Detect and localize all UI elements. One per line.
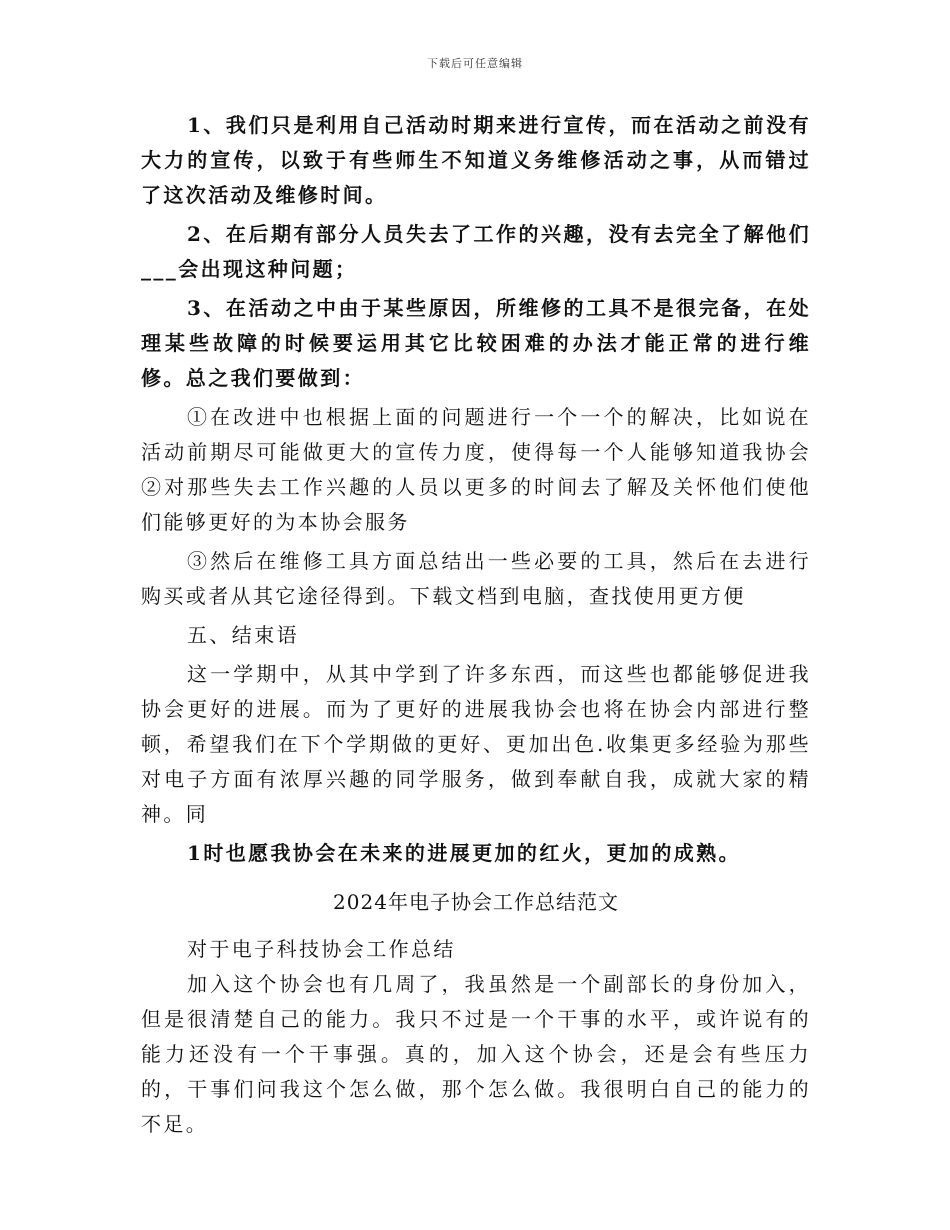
- document-body: [141, 108, 811, 1142]
- sub-heading: 对于电子科技协会工作总结: [187, 937, 456, 961]
- paragraph-4: ①在改进中也根据上面的问题进行一个一个的解决，比如说在活动前期尽可能做更大的宣传力度，使得每一个人能够知道我协会②对那些失去工作兴趣的人员以更多的时间去了解及关怀他们使他们能够更好的为本协会服务: [141, 405, 811, 534]
- paragraph-2: 2、在后期有部分人员失去了工作的兴趣，没有去完全了解他们___会出现这种问题；: [141, 222, 811, 281]
- paragraph-1: 1、我们只是利用自己活动时期来进行宣传，而在活动之前没有大力的宣传，以致于有些师生不知道义务维修活动之事，从而错过了这次活动及维修时间。: [141, 113, 811, 207]
- paragraph-3: 3、在活动之中由于某些原因，所维修的工具不是很完备，在处理某些故障的时候要运用其它比较困难的办法才能正常的进行维修。总之我们要做到：: [141, 296, 811, 390]
- paragraph-8: 加入这个协会也有几周了，我虽然是一个副部长的身份加入，但是很清楚自己的能力。我只不过是一个干事的水平，或许说有的能力还没有一个干事强。真的，加入这个协会，还是会有些压力的，干事们问我这个怎么做，那个怎么做。我很明白自己的能力的不足。: [141, 972, 811, 1136]
- section-heading: 五、结束语: [187, 623, 299, 647]
- paragraph-6: 这一学期中，从其中学到了许多东西，而这些也都能够促进我协会更好的进展。而为了更好的进展我协会也将在协会内部进行整顿，希望我们在下个学期做的更好、更加出色.收集更多经验为那些对电子方面有浓厚兴趣的同学服务，做到奉献自我，成就大家的精神。同: [141, 662, 811, 826]
- paragraph-5: ③然后在维修工具方面总结出一些必要的工具，然后在去进行购买或者从其它途径得到。下载文档到电脑，查找使用更方便: [141, 549, 811, 608]
- document-title: 2024年电子协会工作总结范文: [333, 890, 619, 914]
- paragraph-7: 1时也愿我协会在未来的进展更加的红火，更加的成熟。: [187, 841, 741, 865]
- page-header: 下载后可任意编辑: [427, 57, 523, 70]
